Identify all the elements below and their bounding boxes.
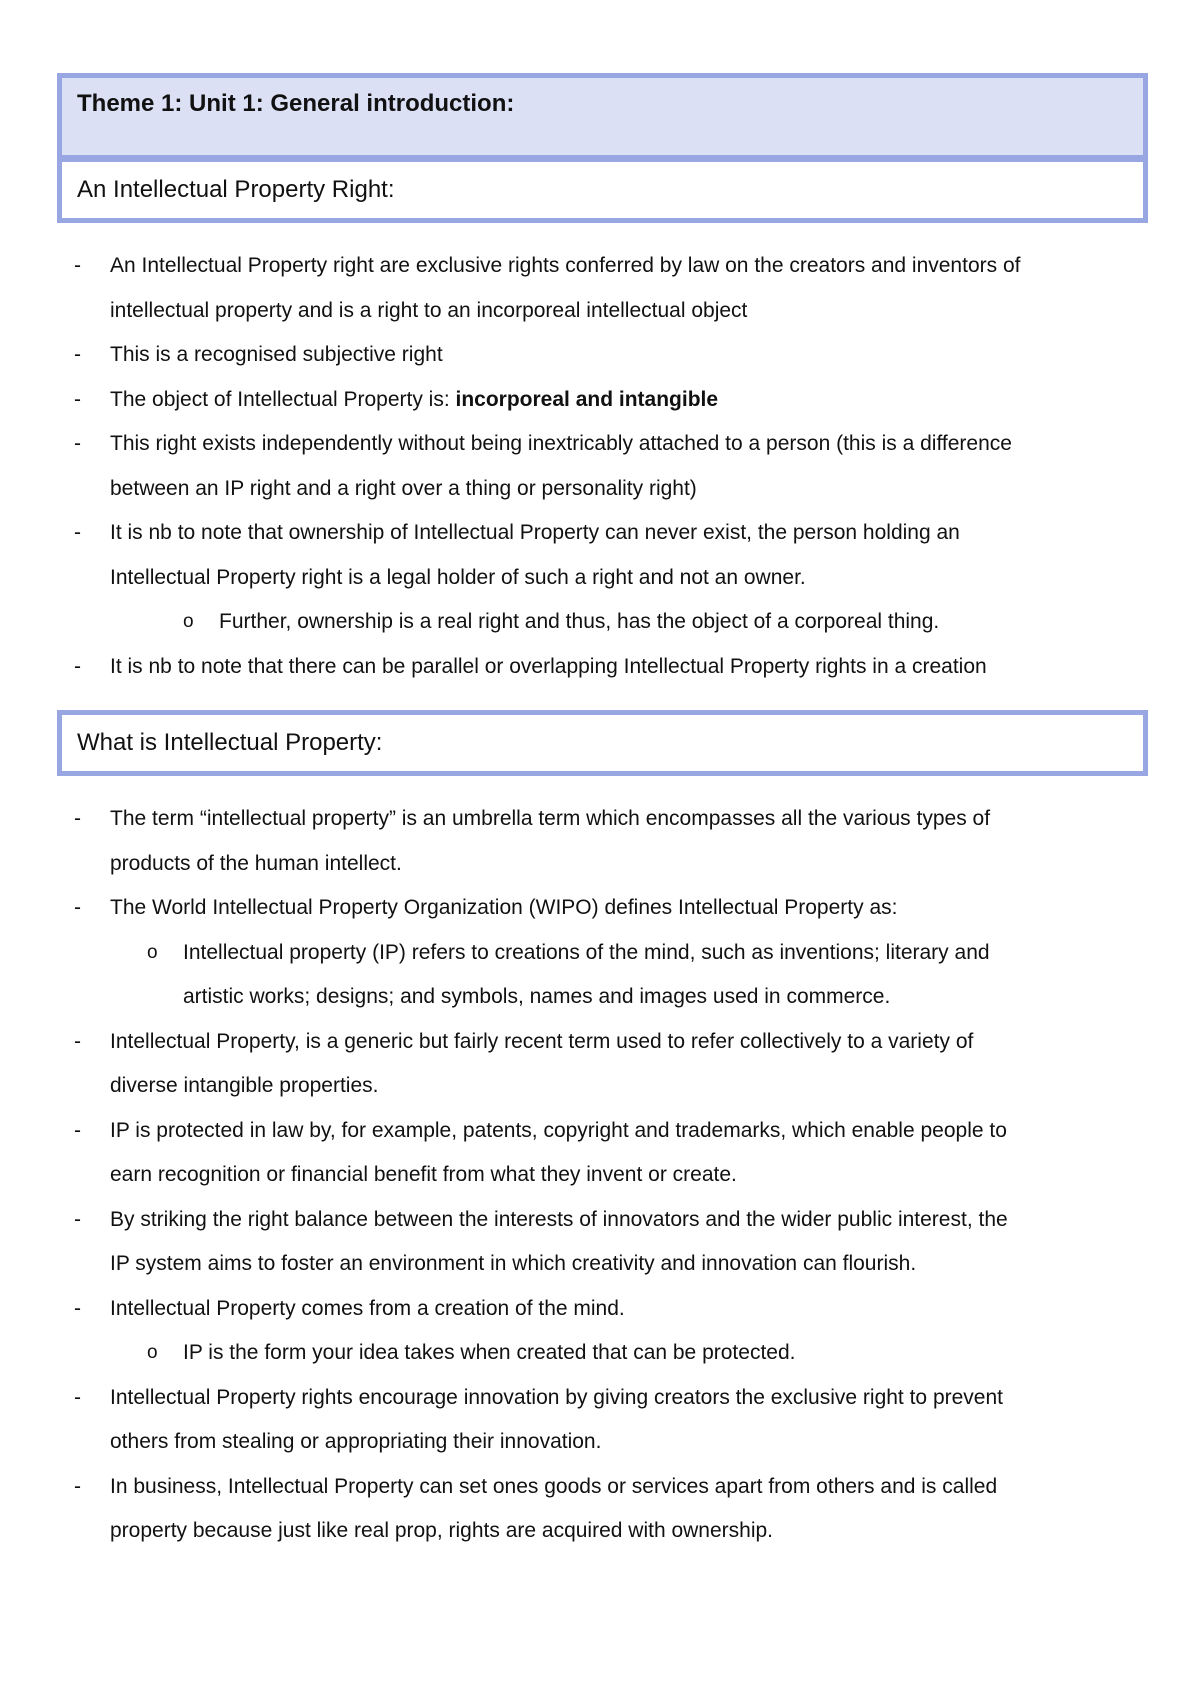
- dash-bullet: -: [74, 654, 81, 678]
- item-text-line: Further, ownership is a real right and thus, has the object of a corporeal thing.: [219, 610, 940, 633]
- section1-list: [0, 244, 1200, 689]
- dash-bullet: -: [74, 896, 81, 919]
- dash-bullet: -: [74, 807, 81, 830]
- dash-bullet: -: [74, 1474, 81, 1498]
- list-item: [0, 333, 1200, 378]
- list-item: [0, 244, 1200, 333]
- item-text-line: Intellectual Property, is a generic but fairly recent term used to refer collectively to a variety of: [110, 1029, 974, 1053]
- dash-bullet: -: [74, 1296, 81, 1320]
- list-item: [0, 378, 1200, 423]
- item-text-line: IP is protected in law by, for example, patents, copyright and trademarks, which enable people to: [110, 1118, 1007, 1142]
- list-item: [0, 1109, 1200, 1198]
- circle-bullet: o: [183, 611, 194, 632]
- dash-bullet: -: [74, 343, 81, 366]
- dash-bullet: -: [74, 1029, 81, 1053]
- section1-heading-box: [57, 157, 1148, 223]
- list-item: [0, 1198, 1200, 1287]
- dash-bullet: -: [74, 432, 81, 455]
- item-text-line: others from stealing or appropriating their innovation.: [110, 1430, 602, 1453]
- document-title: Theme 1: Unit 1: General introduction:: [77, 90, 515, 117]
- dash-bullet: -: [74, 1118, 81, 1142]
- dash-bullet: -: [74, 254, 81, 277]
- item-text-line: Intellectual Property comes from a creation of the mind.: [110, 1296, 625, 1320]
- section2-heading-box: [57, 710, 1148, 776]
- circle-bullet: o: [147, 1342, 158, 1363]
- item-text-line: An Intellectual Property right are exclusive rights conferred by law on the creators and inventors of: [110, 254, 1021, 277]
- item-text-line: The term “intellectual property” is an umbrella term which encompasses all the various types of: [110, 807, 991, 830]
- item-text-line: In business, Intellectual Property can set ones goods or services apart from others and is called: [110, 1474, 998, 1498]
- item-text-line: earn recognition or financial benefit from what they invent or create.: [110, 1163, 737, 1186]
- item-text-line: property because just like real prop, rights are acquired with ownership.: [110, 1519, 774, 1542]
- item-text-line: IP is the form your idea takes when created that can be protected.: [183, 1341, 796, 1364]
- item-text-prefix: The object of Intellectual Property is:: [110, 387, 456, 411]
- item-text-line: This right exists independently without being inextricably attached to a person (this is a difference: [110, 432, 1012, 455]
- item-text-line: products of the human intellect.: [110, 851, 402, 875]
- list-item: [0, 1020, 1200, 1109]
- list-item: [0, 797, 1200, 886]
- item-text-line: [0, 378, 1200, 423]
- list-item: [0, 1465, 1200, 1554]
- sub-list-item: [0, 600, 1200, 645]
- item-text-bold: incorporeal and intangible: [455, 387, 719, 411]
- list-item: [0, 645, 1200, 690]
- item-text-line: between an IP right and a right over a thing or personality right): [110, 476, 697, 500]
- dash-bullet: -: [74, 387, 81, 411]
- list-item: [0, 511, 1200, 600]
- item-text-line: Intellectual Property rights encourage innovation by giving creators the exclusive right to prevent: [110, 1385, 1003, 1409]
- title-box: [57, 73, 1148, 160]
- item-text-line: Intellectual Property right is a legal holder of such a right and not an owner.: [110, 565, 806, 589]
- dash-bullet: -: [74, 521, 81, 544]
- list-item: [0, 1287, 1200, 1332]
- item-text-line: It is nb to note that there can be parallel or overlapping Intellectual Property rights in a creation: [110, 654, 987, 678]
- item-text-line: diverse intangible properties.: [110, 1074, 379, 1097]
- list-item: [0, 1376, 1200, 1465]
- list-item: [0, 886, 1200, 931]
- item-text-line: intellectual property and is a right to an incorporeal intellectual object: [110, 298, 748, 322]
- dash-bullet: -: [74, 1385, 81, 1409]
- item-text-line: This is a recognised subjective right: [110, 343, 443, 366]
- item-text-line: artistic works; designs; and symbols, names and images used in commerce.: [183, 985, 891, 1008]
- section1-heading: An Intellectual Property Right:: [77, 176, 395, 203]
- list-item: [0, 422, 1200, 511]
- section2-heading: What is Intellectual Property:: [77, 729, 383, 756]
- item-text-line: IP system aims to foster an environment in which creativity and innovation can flourish.: [110, 1252, 917, 1275]
- item-text-line: Intellectual property (IP) refers to creations of the mind, such as inventions; literary and: [183, 940, 990, 964]
- item-text-line: It is nb to note that ownership of Intellectual Property can never exist, the person holding an: [110, 521, 960, 544]
- sub-list-item: [0, 1331, 1200, 1376]
- item-text-line: The World Intellectual Property Organization (WIPO) defines Intellectual Property as:: [110, 896, 898, 919]
- sub-list-item: [0, 931, 1200, 1020]
- section2-list: [0, 797, 1200, 1554]
- dash-bullet: -: [74, 1207, 81, 1231]
- circle-bullet: o: [147, 941, 158, 963]
- item-text-line: By striking the right balance between the interests of innovators and the wider public interest, the: [110, 1207, 1008, 1231]
